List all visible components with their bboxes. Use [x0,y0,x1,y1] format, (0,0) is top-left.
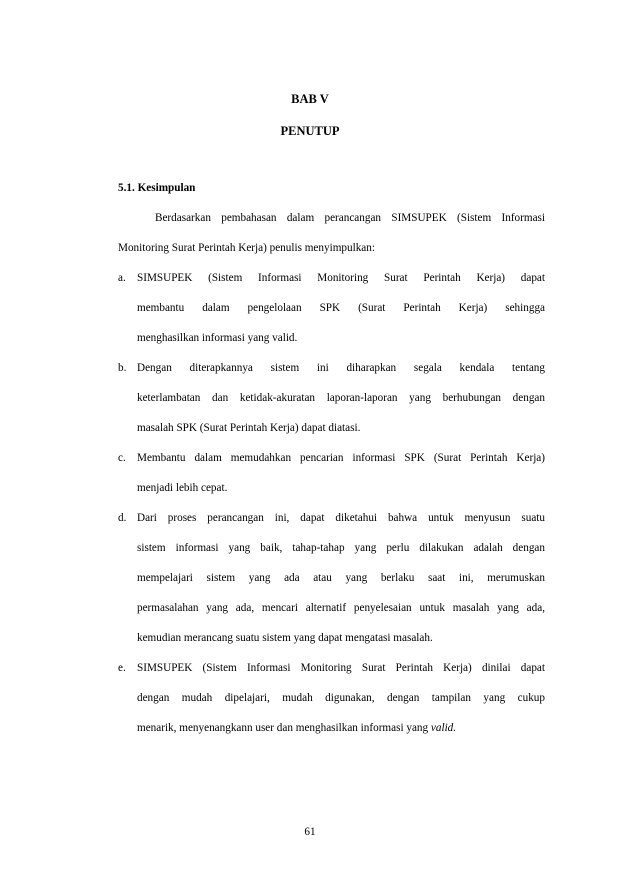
intro-line-2: Monitoring Surat Perintah Kerja) penulis menyimpulkan: [118,242,375,254]
list-item-e-line-2: dengan mudah dipelajari, mudah digunakan, dengan tampilan yang cukup [137,692,545,704]
list-item-d-line-4: permasalahan yang ada, mencari alternatif penyelesaian untuk masalah yang ada, [137,602,545,614]
list-item-d-line-3: mempelajari sistem yang ada atau yang berlaku saat ini, merumuskan [137,572,545,584]
list-item-e-line-3-text: menarik, menyenangkann user dan menghasilkan informasi yang [137,722,431,734]
list-item-c-line-2: menjadi lebih cepat. [137,482,228,494]
page-number: 61 [304,826,316,838]
list-item-b-line-2: keterlambatan dan ketidak-akuratan laporan-laporan yang berhubungan dengan [137,392,545,404]
list-item-e-line-3 [137,721,456,735]
list-item-d-line-2: sistem informasi yang baik, tahap-tahap yang perlu dilakukan adalah dengan [137,542,545,554]
list-marker-e: e. [118,662,126,674]
list-item-a-line-2: membantu dalam pengelolaan SPK (Surat Perintah Kerja) sehingga [137,302,545,314]
list-item-c-line-1: Membantu dalam memudahkan pencarian informasi SPK (Surat Perintah Kerja) [137,452,545,464]
list-item-d-line-5: kemudian merancang suatu sistem yang dapat mengatasi masalah. [137,632,433,644]
italic-valid: valid. [430,722,457,734]
chapter-title: PENUTUP [280,124,340,138]
list-item-b-line-1: Dengan diterapkannya sistem ini diharapkan segala kendala tentang [137,362,545,374]
list-item-e-line-1: SIMSUPEK (Sistem Informasi Monitoring Surat Perintah Kerja) dinilai dapat [137,662,545,674]
list-marker-b: b. [118,362,127,374]
list-marker-c: c. [118,452,126,464]
list-item-a-line-1: SIMSUPEK (Sistem Informasi Monitoring Surat Perintah Kerja) dapat [137,272,545,284]
list-marker-a: a. [118,272,126,284]
chapter-number: BAB V [291,92,329,106]
section-heading: 5.1. Kesimpulan [118,182,196,194]
list-item-a-line-3: menghasilkan informasi yang valid. [137,332,298,344]
list-marker-d: d. [118,512,127,524]
list-item-b-line-3: masalah SPK (Surat Perintah Kerja) dapat diatasi. [137,422,361,434]
intro-line-1: Berdasarkan pembahasan dalam perancangan SIMSUPEK (Sistem Informasi [155,212,545,224]
list-item-d-line-1: Dari proses perancangan ini, dapat diketahui bahwa untuk menyusun suatu [137,512,545,524]
